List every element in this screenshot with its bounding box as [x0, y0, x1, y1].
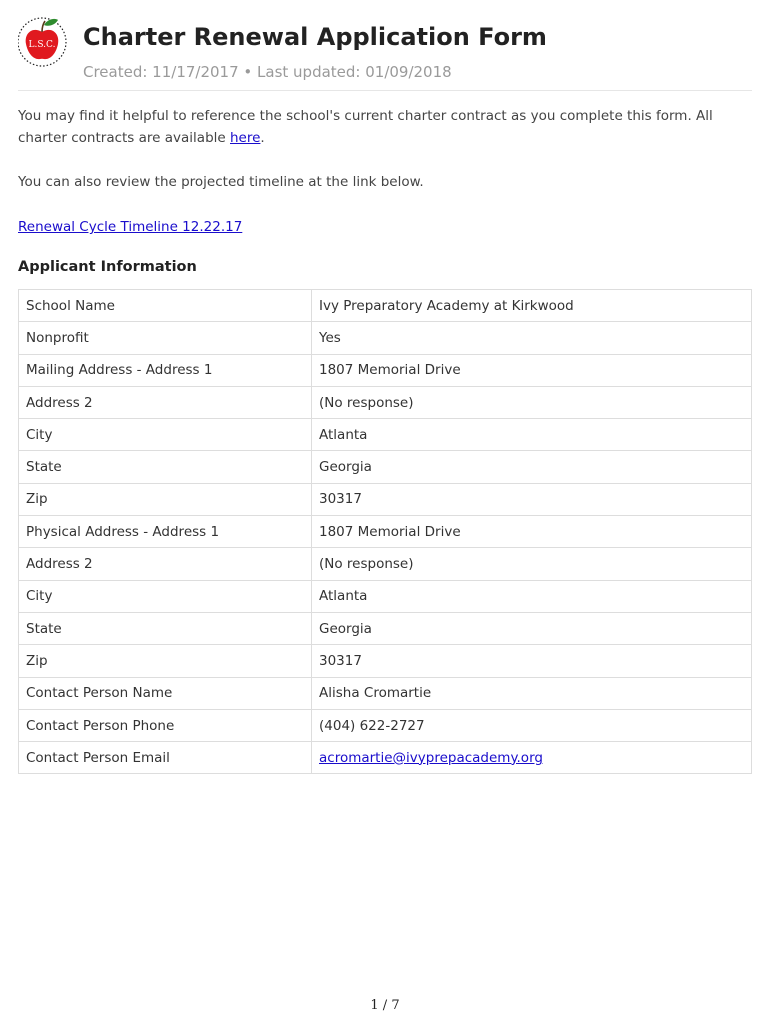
table-row: [19, 419, 752, 451]
field-label: City: [19, 419, 312, 451]
table-row: [19, 677, 752, 709]
field-label: School Name: [19, 290, 312, 322]
intro-paragraph: [18, 105, 752, 149]
applicant-information-heading: Applicant Information: [18, 259, 197, 275]
field-label: Address 2: [19, 548, 312, 580]
table-row: [19, 612, 752, 644]
form-header: [18, 16, 752, 91]
table-row: [19, 322, 752, 354]
field-label: State: [19, 451, 312, 483]
apple-logo-icon: [18, 16, 68, 70]
table-row: [19, 516, 752, 548]
intro-text-end: .: [260, 130, 265, 146]
field-value: Ivy Preparatory Academy at Kirkwood: [312, 290, 752, 322]
field-label: Mailing Address - Address 1: [19, 354, 312, 386]
table-row: [19, 354, 752, 386]
field-value: (No response): [312, 386, 752, 418]
field-value: (404) 622-2727: [312, 709, 752, 741]
field-value: 30317: [312, 483, 752, 515]
applicant-information-table-body: [19, 290, 752, 774]
page-title: Charter Renewal Application Form: [83, 23, 547, 51]
logo-text: L.S.C.: [28, 40, 56, 50]
field-label: Contact Person Name: [19, 677, 312, 709]
field-value: Alisha Cromartie: [312, 677, 752, 709]
timeline-paragraph: You can also review the projected timeline at the link below.: [18, 174, 424, 190]
field-value: Yes: [312, 322, 752, 354]
field-value-cell: [312, 742, 752, 774]
applicant-information-table: [18, 289, 752, 774]
field-label: Nonprofit: [19, 322, 312, 354]
field-label: Physical Address - Address 1: [19, 516, 312, 548]
field-label: Contact Person Phone: [19, 709, 312, 741]
page-indicator: 1 / 7: [370, 998, 400, 1013]
table-row: [19, 709, 752, 741]
field-label: Zip: [19, 645, 312, 677]
field-label: State: [19, 612, 312, 644]
field-label: Address 2: [19, 386, 312, 418]
table-row: [19, 483, 752, 515]
timeline-link-container: [18, 216, 242, 238]
field-value: Atlanta: [312, 580, 752, 612]
table-row: [19, 451, 752, 483]
intro-text: You may find it helpful to reference the school's current charter contract as you complete this form. All charter contracts are available: [18, 108, 713, 146]
field-value: Georgia: [312, 612, 752, 644]
field-value: (No response): [312, 548, 752, 580]
field-label: Contact Person Email: [19, 742, 312, 774]
field-value: 1807 Memorial Drive: [312, 354, 752, 386]
table-row: [19, 386, 752, 418]
field-value: 30317: [312, 645, 752, 677]
field-value: Atlanta: [312, 419, 752, 451]
renewal-cycle-timeline-link[interactable]: Renewal Cycle Timeline 12.22.17: [18, 219, 243, 235]
field-label: City: [19, 580, 312, 612]
table-row: [19, 645, 752, 677]
charter-contracts-link[interactable]: here: [230, 130, 261, 146]
table-row: [19, 580, 752, 612]
table-row: [19, 548, 752, 580]
field-value: Georgia: [312, 451, 752, 483]
created-updated-meta: Created: 11/17/2017 • Last updated: 01/09/2018: [83, 63, 452, 81]
field-value: 1807 Memorial Drive: [312, 516, 752, 548]
table-row: [19, 742, 752, 774]
field-label: Zip: [19, 483, 312, 515]
contact-email-link[interactable]: acromartie@ivyprepacademy.org: [319, 749, 543, 766]
table-row: [19, 290, 752, 322]
